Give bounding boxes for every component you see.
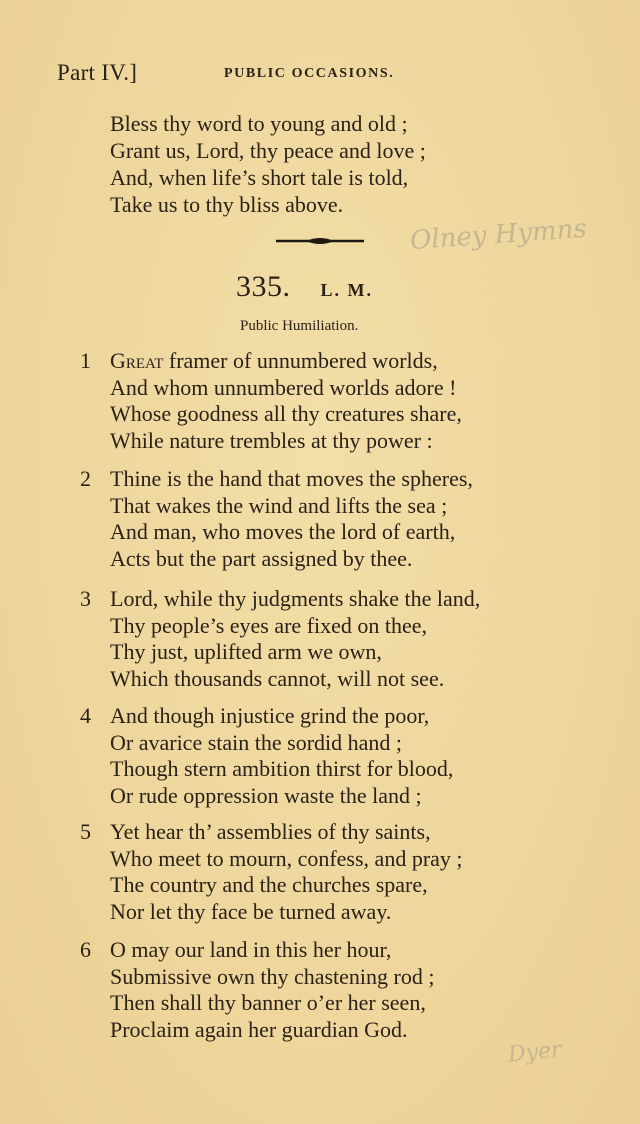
verse-line bbox=[110, 348, 462, 375]
verse-line: Acts but the part assigned by thee. bbox=[110, 545, 413, 571]
verse-line: Who meet to mourn, confess, and pray ; bbox=[110, 845, 463, 871]
stanza-number: 5 bbox=[80, 819, 91, 844]
page-header bbox=[57, 60, 597, 90]
verse-line: Or avarice stain the sordid hand ; bbox=[110, 729, 403, 755]
part-label: Part IV.] bbox=[57, 60, 138, 85]
verse-line: The country and the churches spare, bbox=[110, 872, 428, 897]
hymn-title: Public Humiliation. bbox=[240, 318, 359, 334]
verse-line: Submissive own thy chastening rod ; bbox=[110, 963, 435, 989]
drop-word: Great bbox=[110, 348, 164, 373]
verse-line: While nature trembles at thy power : bbox=[110, 427, 433, 453]
verse-line: And whom unnumbered worlds adore ! bbox=[110, 374, 457, 400]
verse-line: Proclaim again her guardian God. bbox=[110, 1016, 408, 1042]
verse-line: Thy just, uplifted arm we own, bbox=[110, 639, 382, 664]
verse-line: Which thousands cannot, will not see. bbox=[110, 665, 445, 691]
hymn-meter: L. M. bbox=[320, 280, 373, 300]
verse-line: Nor let thy face be turned away. bbox=[110, 898, 392, 924]
pencil-annotation-top: Olney Hymns bbox=[409, 213, 588, 257]
stanza-number: 4 bbox=[80, 703, 91, 728]
verse-line: And, when life’s short tale is told, bbox=[110, 165, 409, 190]
stanza-number: 2 bbox=[80, 466, 91, 491]
verse-line: Whose goodness all thy creatures share, bbox=[110, 401, 462, 426]
verse-line: Then shall thy banner o’er her seen, bbox=[110, 990, 426, 1015]
verse-line: And though injustice grind the poor, bbox=[110, 703, 430, 728]
verse-line: That wakes the wind and lifts the sea ; bbox=[110, 492, 448, 518]
verse-line: Thine is the hand that moves the spheres, bbox=[110, 466, 473, 491]
stanza-number: 6 bbox=[80, 937, 91, 962]
stanza-2 bbox=[80, 466, 473, 572]
stanza-4 bbox=[80, 703, 453, 809]
stanza-1 bbox=[80, 348, 462, 454]
ornament-rule-icon bbox=[276, 236, 364, 246]
verse-line: Yet hear th’ assemblies of thy saints, bbox=[110, 819, 431, 844]
hymn-number: 335. bbox=[236, 270, 291, 303]
verse-line: Lord, while thy judgments shake the land, bbox=[110, 586, 481, 611]
stanza-number: 3 bbox=[80, 586, 91, 611]
stanza-5 bbox=[80, 819, 463, 925]
pencil-annotation-bottom: Dyer bbox=[506, 1037, 563, 1068]
verse-line: And man, who moves the lord of earth, bbox=[110, 519, 456, 544]
verse-line: Though stern ambition thirst for blood, bbox=[110, 756, 454, 781]
verse-line: Grant us, Lord, thy peace and love ; bbox=[110, 138, 426, 163]
verse-line: Take us to thy bliss above. bbox=[110, 192, 344, 217]
verse-line: Bless thy word to young and old ; bbox=[110, 111, 408, 136]
hymn-heading bbox=[236, 270, 373, 304]
stanza-number: 1 bbox=[80, 348, 91, 373]
stanza-6 bbox=[80, 937, 434, 1043]
previous-hymn-tail bbox=[110, 110, 426, 218]
running-title: PUBLIC OCCASIONS. bbox=[224, 66, 395, 81]
verse-line: Or rude oppression waste the land ; bbox=[110, 782, 422, 808]
verse-line-text: framer of unnumbered worlds, bbox=[163, 348, 438, 373]
verse-line: Thy people’s eyes are fixed on thee, bbox=[110, 612, 428, 638]
verse-line: O may our land in this her hour, bbox=[110, 937, 392, 962]
stanza-3 bbox=[80, 586, 480, 692]
